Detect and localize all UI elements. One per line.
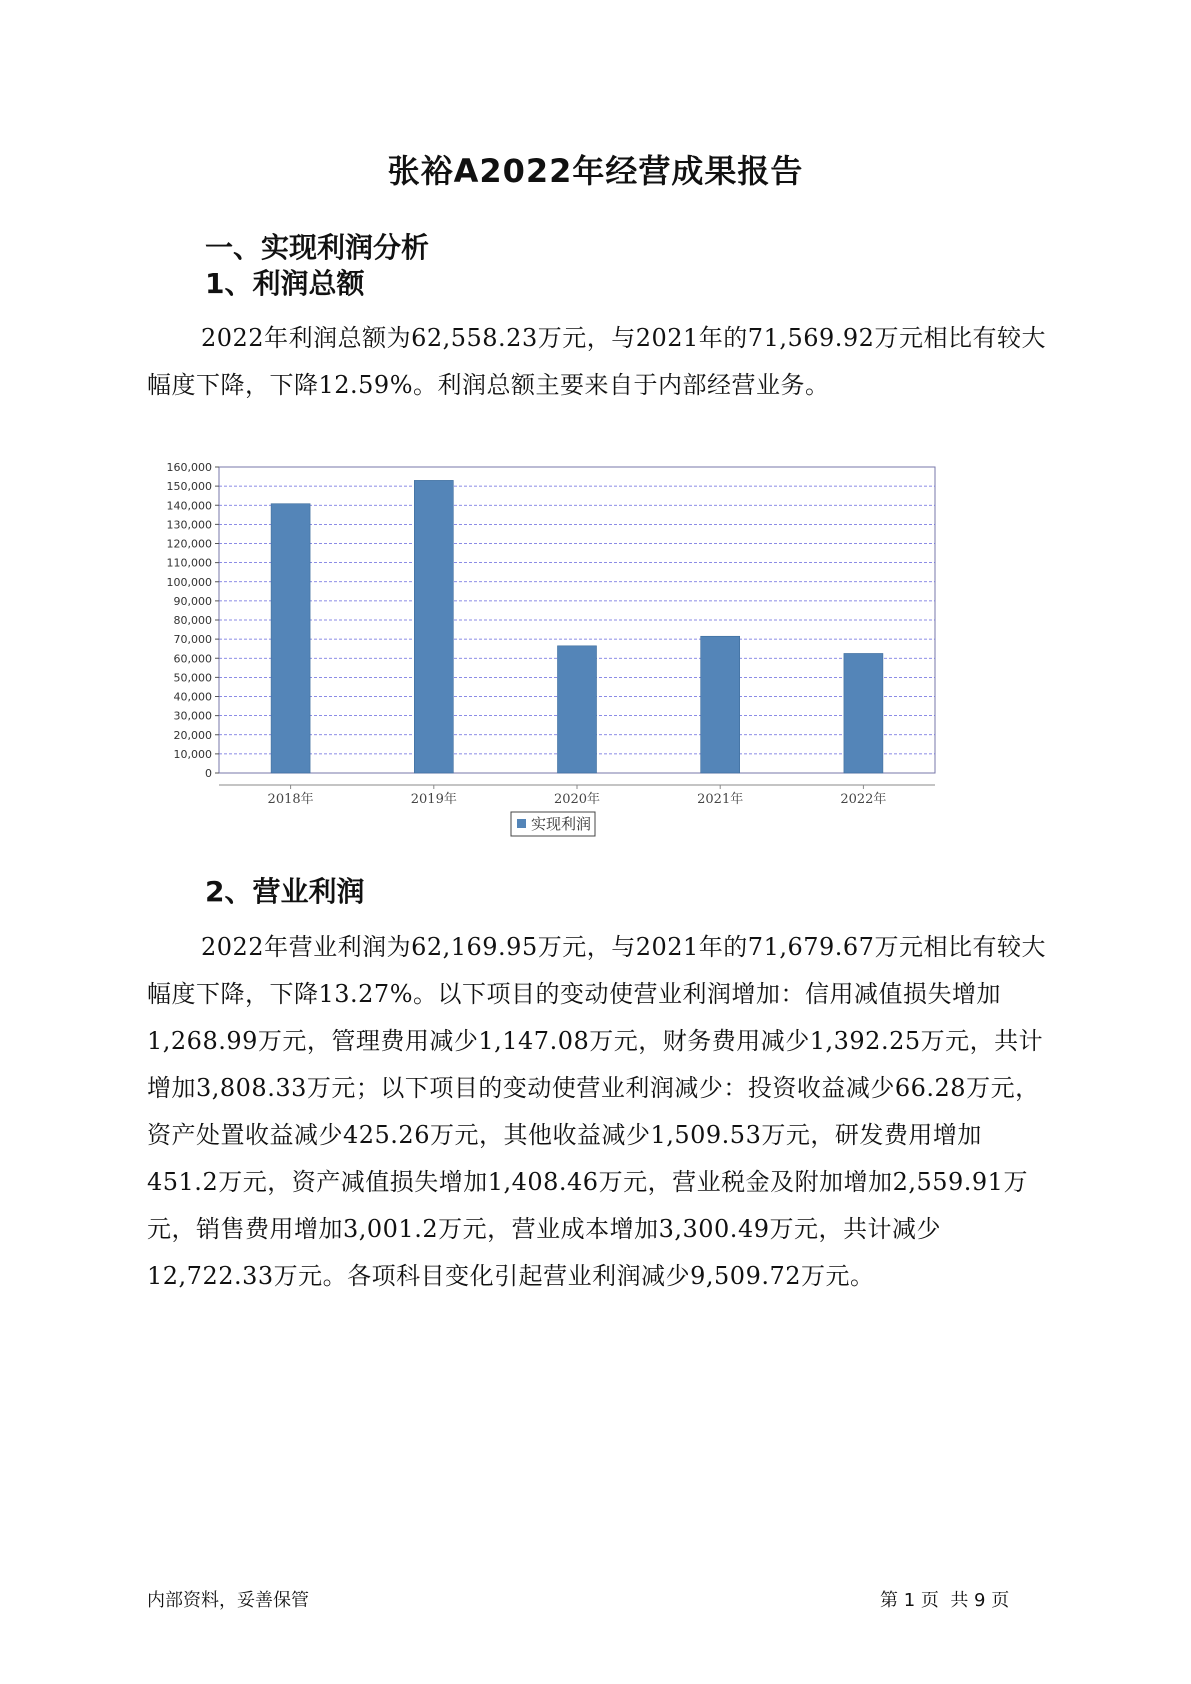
bar-2022年 <box>844 653 883 773</box>
footer-confidential-note: 内部资料，妥善保管 <box>147 1590 309 1611</box>
bar-2019年 <box>414 480 453 773</box>
y-tick-label: 60,000 <box>173 652 212 666</box>
y-tick-label: 150,000 <box>166 480 212 494</box>
chart-legend <box>511 812 595 836</box>
x-tick-label: 2020年 <box>553 792 601 807</box>
y-tick-label: 90,000 <box>173 594 212 608</box>
footer-page-number: 第 1 页 共 9 页 <box>880 1590 1010 1611</box>
subsection-heading-total-profit: 1、利润总额 <box>205 267 365 300</box>
y-tick-label: 80,000 <box>173 614 212 627</box>
y-tick-label: 160,000 <box>166 461 212 474</box>
y-tick-label: 130,000 <box>166 518 212 532</box>
report-title: 张裕A2022年经营成果报告 <box>387 152 804 190</box>
profit-bar-chart <box>165 455 1015 915</box>
legend-swatch <box>517 819 526 828</box>
section-heading-profit-analysis: 一、实现利润分析 <box>205 231 430 264</box>
x-tick-label: 2019年 <box>410 792 457 807</box>
x-tick-label: 2022年 <box>840 792 887 807</box>
operating-profit-paragraph: 2022年营业利润为62,169.95万元，与2021年的71,679.67万元相比有较大幅度下降，下降13.27%。以下项目的变动使营业利润增加：信用减值损失增加1,268.99万元，管理费用减少1,147.08万元，财务费用减少1,392.25万元，共计增加3,808.33万元；以下项目的变动使营业利润减少：投资收益减少66.28万元，资产处置收益减少425.26万元，其他收益减少1,509.53万元，研发费用增加451.2万元，资产减值损失增加1,408.46万元，营业税金及附加增加2,559.91万元，销售费用增加3,001.2万元，营业成本增加3,300.49万元，共计减少12,722.33万元。各项科目变化引起营业利润减少9,509.72万元。 <box>147 933 1046 1290</box>
y-tick-label: 20,000 <box>173 728 212 742</box>
y-tick-label: 100,000 <box>166 575 212 589</box>
bar-2020年 <box>558 646 597 773</box>
y-tick-label: 140,000 <box>166 499 212 513</box>
legend-label: 实现利润 <box>531 815 592 833</box>
subsection-heading-operating-profit: 2、营业利润 <box>205 875 365 908</box>
y-tick-label: 120,000 <box>166 537 212 551</box>
bar-2021年 <box>701 636 740 773</box>
y-tick-label: 10,000 <box>173 747 212 761</box>
y-tick-label: 0 <box>205 767 212 780</box>
y-tick-label: 70,000 <box>173 633 212 647</box>
y-tick-label: 50,000 <box>173 671 212 685</box>
bar-2018年 <box>271 504 310 773</box>
y-tick-label: 110,000 <box>166 556 212 570</box>
chart-svg <box>165 455 1015 915</box>
x-tick-label: 2018年 <box>267 792 314 807</box>
y-tick-label: 30,000 <box>173 709 212 723</box>
total-profit-paragraph: 2022年利润总额为62,558.23万元，与2021年的71,569.92万元相比有较大幅度下降，下降12.59%。利润总额主要来自于内部经营业务。 <box>147 324 1046 399</box>
y-tick-label: 40,000 <box>173 690 212 704</box>
x-tick-label: 2021年 <box>697 792 744 807</box>
